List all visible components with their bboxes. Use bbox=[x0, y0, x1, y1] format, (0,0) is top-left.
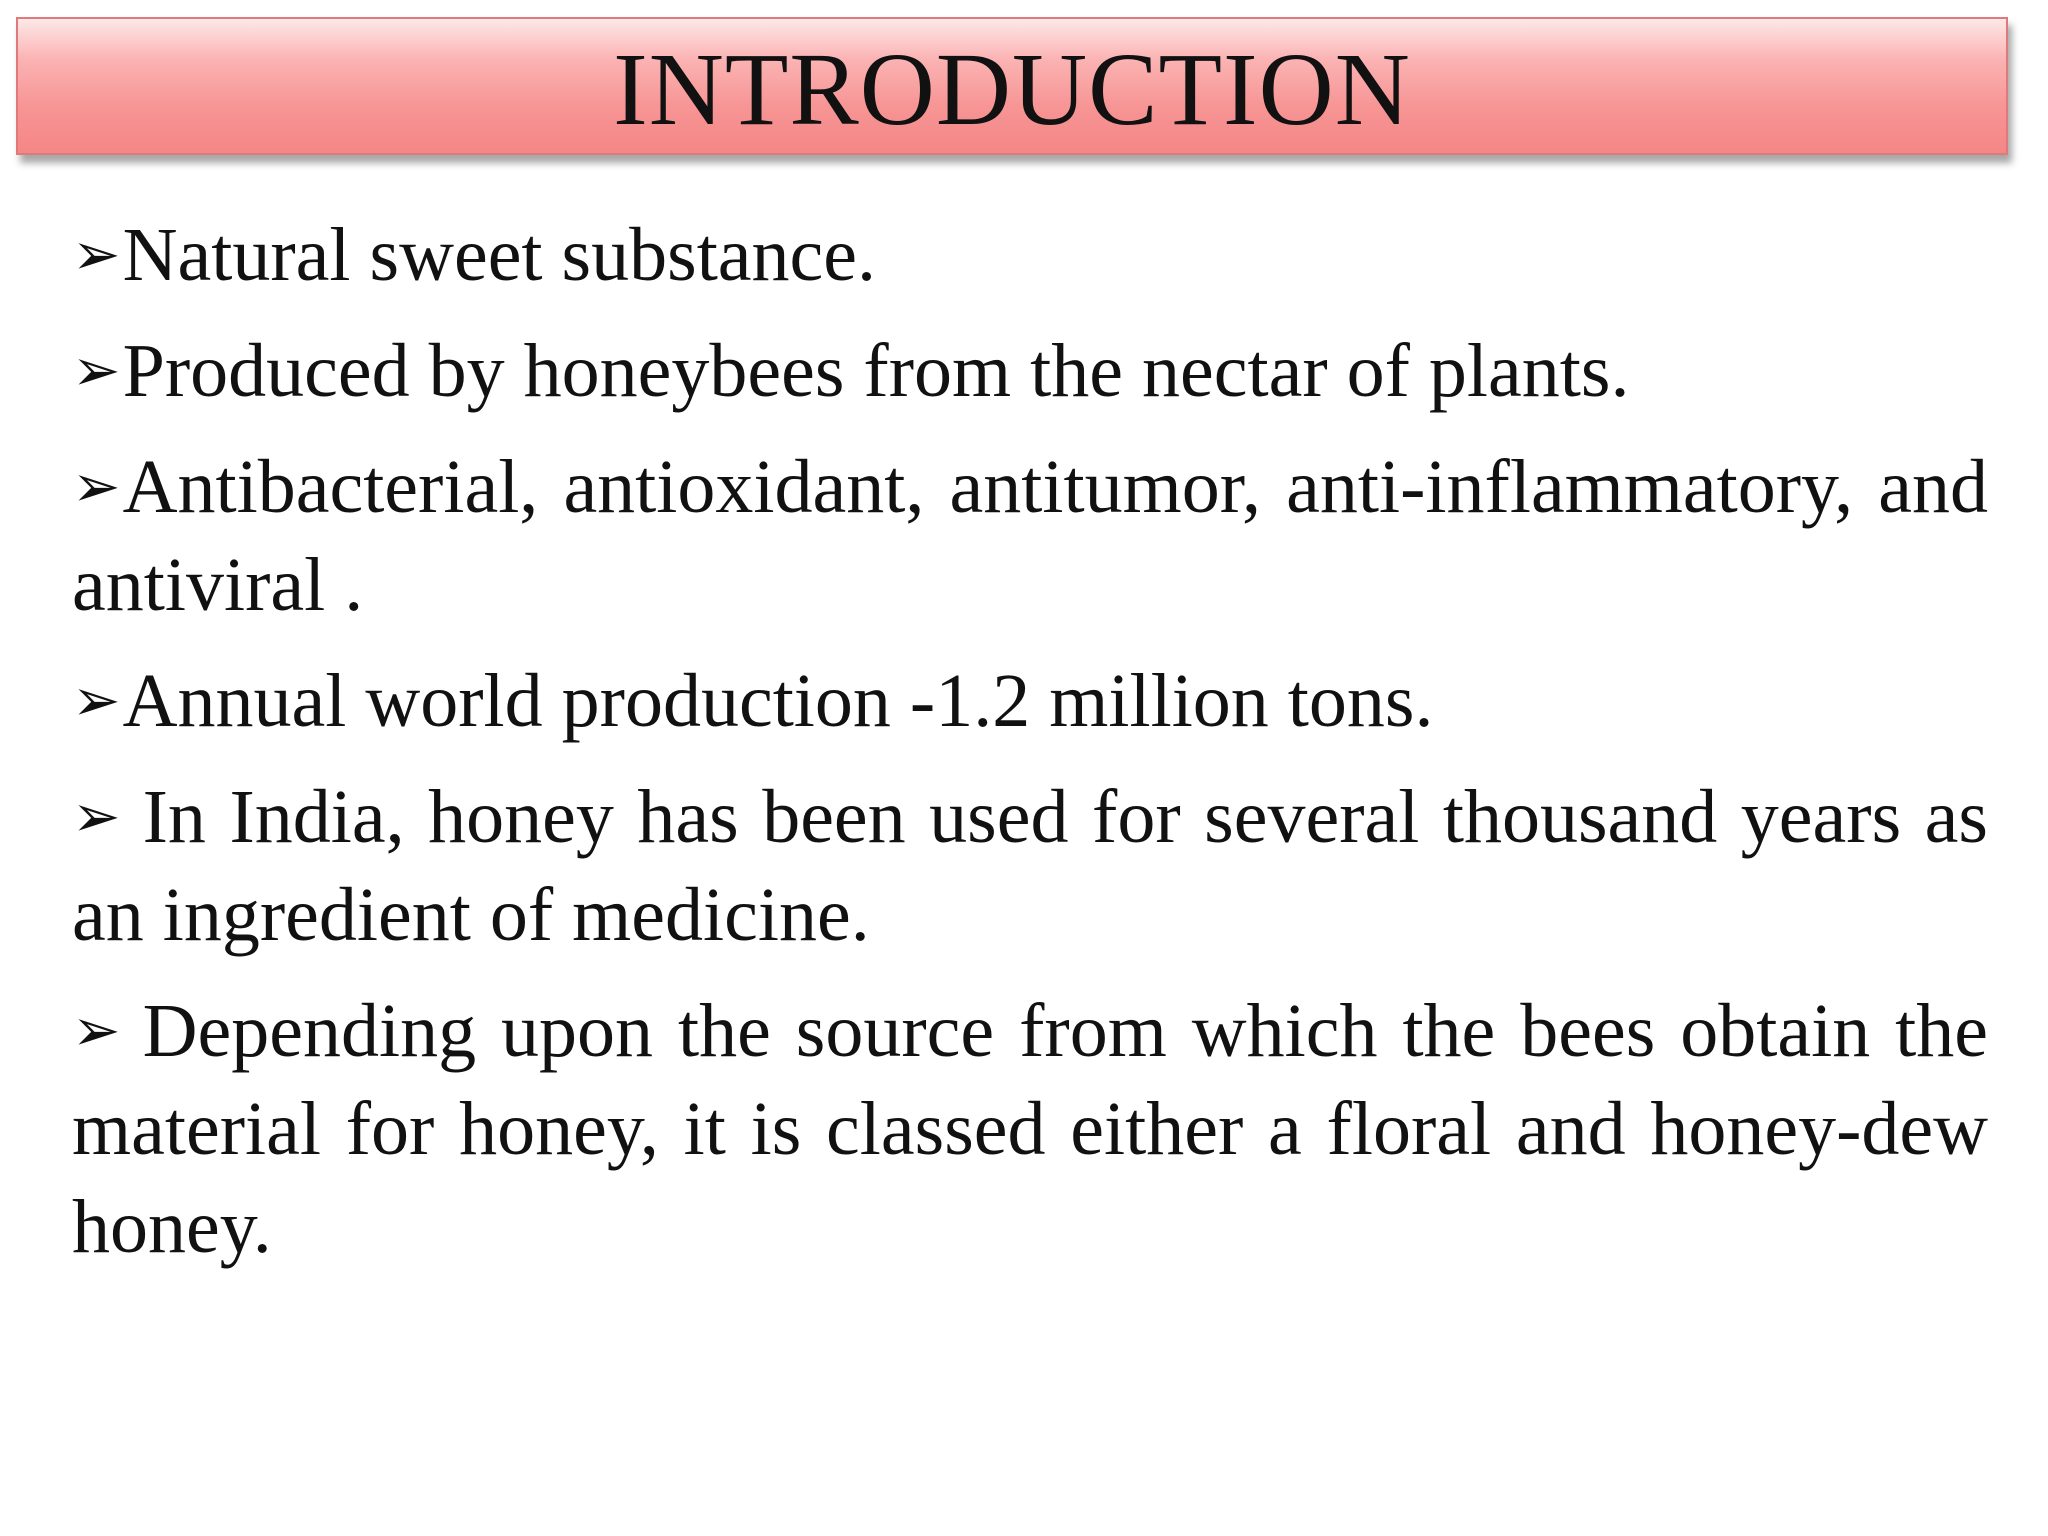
bullet-item bbox=[72, 767, 1988, 964]
slide-title: INTRODUCTION bbox=[613, 32, 1411, 147]
arrowhead-bullet-icon: ➢ bbox=[72, 782, 121, 850]
arrowhead-bullet-icon: ➢ bbox=[72, 336, 121, 404]
arrowhead-bullet-icon: ➢ bbox=[72, 666, 121, 734]
arrowhead-bullet-icon: ➢ bbox=[72, 452, 121, 520]
bullet-item bbox=[72, 981, 1988, 1276]
bullet-text: Antibacterial, antioxidant, antitumor, anti-inflammatory, and antiviral . bbox=[72, 445, 1988, 627]
bullet-item bbox=[72, 437, 1988, 634]
bullet-text: Depending upon the source from which the bees obtain the material for honey, it is classed either a floral and honey-dew honey. bbox=[72, 989, 1988, 1269]
bullet-item bbox=[72, 205, 1988, 304]
title-banner bbox=[16, 17, 2008, 155]
bullet-text: Natural sweet substance. bbox=[122, 213, 877, 297]
bullet-text: In India, honey has been used for several thousand years as an ingredient of medicine. bbox=[72, 775, 1988, 957]
bullet-text: Produced by honeybees from the nectar of plants. bbox=[122, 329, 1630, 413]
bullet-item bbox=[72, 321, 1988, 420]
bullet-list bbox=[72, 205, 1988, 1293]
arrowhead-bullet-icon: ➢ bbox=[72, 220, 121, 288]
arrowhead-bullet-icon: ➢ bbox=[72, 996, 121, 1064]
bullet-text: Annual world production -1.2 million tons. bbox=[122, 659, 1434, 743]
bullet-item bbox=[72, 651, 1988, 750]
